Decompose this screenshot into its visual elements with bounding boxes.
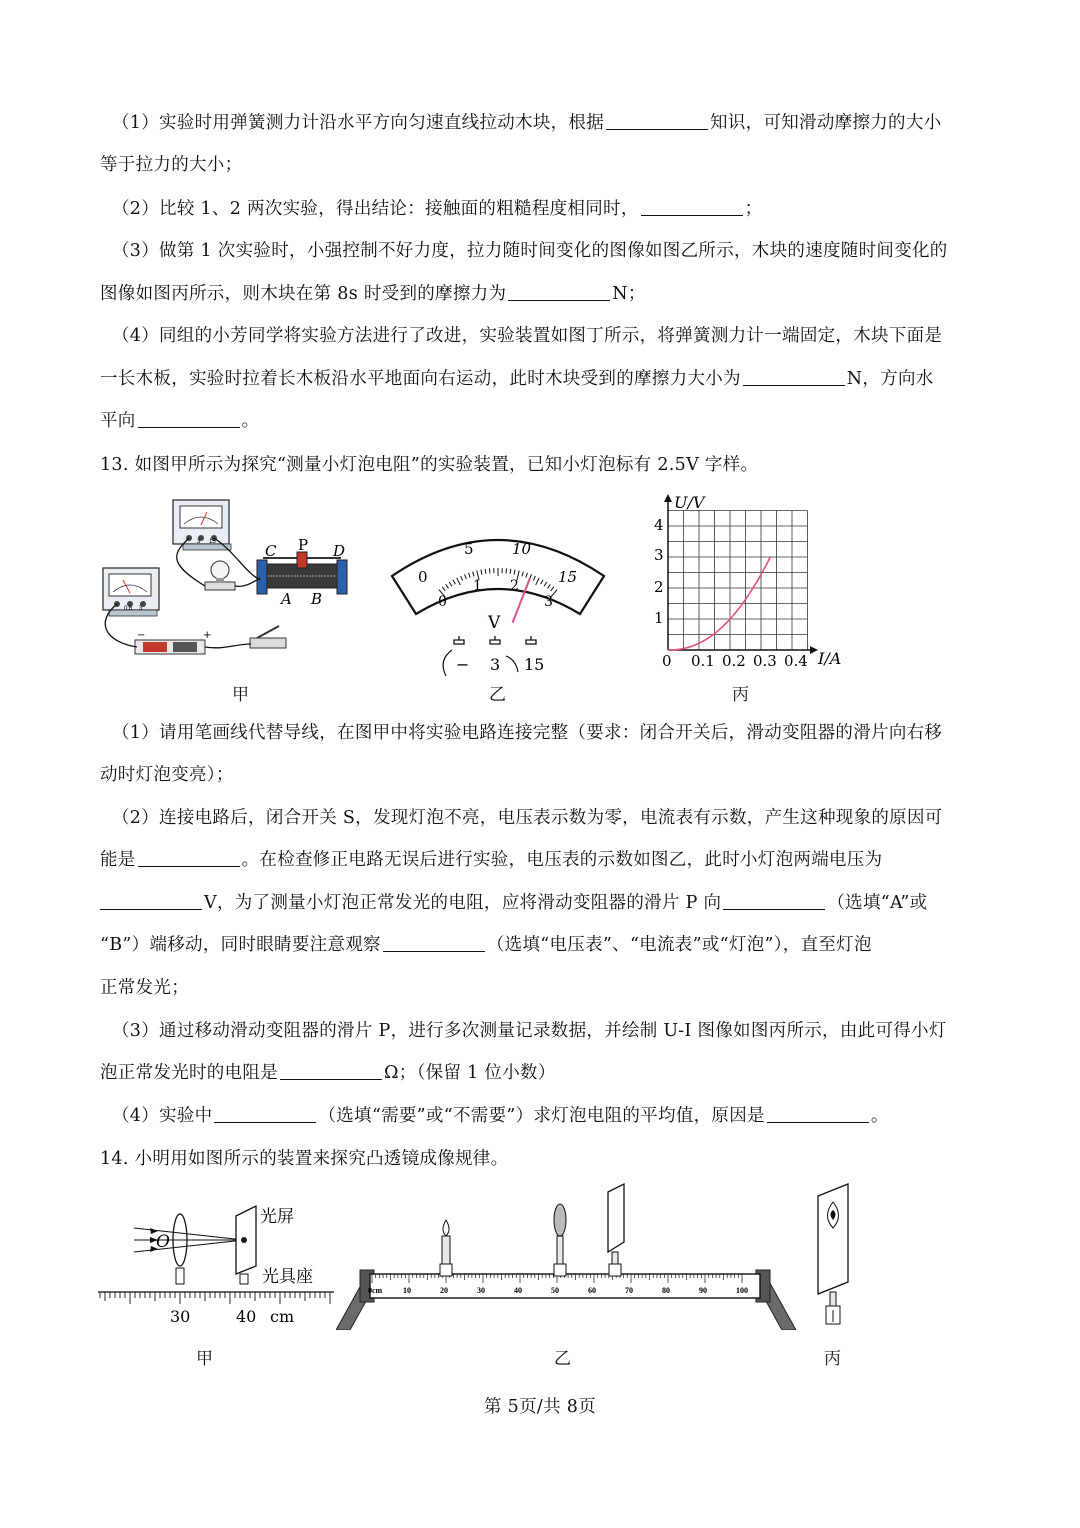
dial-inner-0: 0 (438, 594, 447, 610)
ytick-1: 1 (654, 609, 664, 627)
voltmeter-tick-3: 3 (197, 539, 201, 545)
answer-blank[interactable] (280, 1061, 382, 1080)
lens-icon (554, 1204, 566, 1276)
rheostat-label-B: B (311, 590, 323, 608)
q14-caption-jia: 甲 (196, 1349, 213, 1369)
bench2-label: 20 (440, 1286, 448, 1295)
q13-part4: （4）实验中 （选填“需要”或“不需要”）求灯泡电阻的平均值，原因是 。 (112, 1106, 889, 1126)
q13-part3-line1: （3）通过移动滑动变阻器的滑片 P，进行多次测量记录数据，并绘制 U-I 图像如图丙所示，由此可得小灯 (112, 1021, 947, 1041)
switch-icon (250, 626, 286, 648)
q12-part1-line2: 等于拉力的大小； (100, 155, 243, 175)
q13-stem: 13. 如图甲所示为探究“测量小灯泡电阻”的实验装置，已知小灯泡标有 2.5V 字样。 (100, 455, 759, 475)
answer-blank[interactable] (767, 1104, 869, 1123)
bench2-label: 80 (662, 1286, 670, 1295)
terminal-neg: − (456, 655, 470, 674)
q13-part1-line1: （1）请用笔画线代替导线，在图甲中将实验电路连接完整（要求：闭合开关后，滑动变阻器的滑片向右移 (112, 723, 943, 743)
answer-blank[interactable] (214, 1104, 316, 1123)
dial-tick (485, 569, 486, 574)
xtick-0.1: 0.1 (691, 652, 715, 670)
q14-figure-jia-lens (98, 1196, 338, 1336)
xtick-0.3: 0.3 (753, 652, 777, 670)
dial-outer-15: 15 (558, 568, 578, 586)
q13-part3-line2: 泡正常发光时的电阻是 Ω；（保留 1 位小数） (100, 1063, 556, 1083)
rheostat-label-P: P (298, 536, 309, 554)
q14-figure-yi-bench (336, 1180, 796, 1330)
terminal-3: 3 (490, 655, 501, 674)
dial-unit: V (488, 613, 501, 633)
q12-part2: （2）比较 1、2 两次实验，得出结论：接触面的粗糙程度相同时， ； (112, 199, 763, 219)
ammeter-tick-3: 3 (139, 606, 143, 612)
q13-part2-line5: 正常发光； (100, 978, 189, 998)
rheostat-label-D: D (333, 542, 346, 560)
q12-part1-line1: （1）实验时用弹簧测力计沿水平方向匀速直线拉动木块，根据 知识，可知滑动摩擦力的大小 (112, 113, 942, 133)
ammeter-tick-0.6: 0.6 (124, 606, 133, 612)
ylabel: U/V (674, 493, 705, 512)
bench2-label: 60 (588, 1286, 596, 1295)
q13-caption-yi: 乙 (489, 685, 506, 705)
q12-part3-line2: 图像如图丙所示，则木块在第 8s 时受到的摩擦力为 N； (100, 284, 646, 304)
dial-inner-1: 1 (473, 578, 482, 594)
rheostat-label-C: C (265, 542, 277, 560)
bench-tick-30: 30 (170, 1307, 191, 1326)
q12-part4-line1: （4）同组的小芳同学将实验方法进行了改进，实验装置如图丁所示，将弹簧测力计一端固定，木块下面是 (112, 326, 943, 346)
q13-figure-bing-ui-graph (642, 492, 852, 672)
bench-tick-40: 40 (236, 1307, 257, 1326)
q13-caption-bing: 丙 (732, 685, 749, 705)
answer-blank[interactable] (508, 282, 610, 301)
bench2-label: 10 (403, 1286, 411, 1295)
xtick-0.2: 0.2 (722, 652, 746, 670)
bench2-label: 30 (477, 1286, 485, 1295)
q12-part4-line3: 平向 。 (100, 411, 260, 431)
battery-icon (135, 630, 211, 654)
answer-blank[interactable] (743, 367, 845, 386)
q13-part2-line4: “B”）端移动，同时眼睛要注意观察 （选填“电压表”、“电流表”或“灯泡”），直至灯泡 (100, 935, 872, 955)
screen-label: 光屏 (260, 1207, 294, 1227)
ytick-4: 4 (654, 516, 664, 534)
answer-blank[interactable] (723, 891, 825, 910)
bench2-label: 50 (551, 1286, 559, 1295)
screen-icon (608, 1184, 624, 1276)
q13-part1-line2: 动时灯泡变亮）； (100, 765, 234, 785)
dial-outer-0: 0 (418, 568, 428, 586)
q13-figure-jia-circuit (95, 492, 365, 672)
answer-blank[interactable] (606, 111, 708, 130)
q13-part2-line1: （2）连接电路后，闭合开关 S，发现灯泡不亮，电压表示数为零，电流表有示数，产生这种现象的原因可 (112, 808, 943, 828)
bench2-label: 40 (514, 1286, 522, 1295)
bench2-label: 90 (699, 1286, 707, 1295)
svg-text:+: + (203, 630, 212, 641)
q13-part2-line2: 能是 。在检查修正电路无误后进行实验，电压表的示数如图乙，此时小灯泡两端电压为 (100, 850, 883, 870)
terminal-15: 15 (524, 655, 545, 674)
answer-blank[interactable] (641, 197, 743, 216)
screen-icon (818, 1184, 848, 1294)
q12-part4-line2: 一长木板，实验时拉着长木板沿水平地面向右运动，此时木块受到的摩擦力大小为 N，方向水 (100, 369, 934, 389)
bench-label: 光具座 (262, 1267, 313, 1287)
xlabel: I/A (818, 649, 842, 668)
voltmeter-tick-15: 15 (209, 539, 216, 545)
q13-part2-line3: V，为了测量小灯泡正常发光的电阻，应将滑动变阻器的滑片 P 向 （选填“A”或 (100, 890, 985, 916)
answer-blank[interactable] (138, 848, 240, 867)
answer-blank[interactable] (138, 409, 240, 428)
q13-caption-jia: 甲 (232, 685, 249, 705)
dial-inner-3: 3 (544, 594, 553, 610)
q14-caption-bing: 丙 (824, 1349, 841, 1369)
voltmeter-icon (173, 500, 231, 550)
answer-blank[interactable] (383, 933, 485, 952)
lens-label-O: O (156, 1232, 170, 1252)
ytick-3: 3 (654, 546, 664, 564)
dial-inner-2: 2 (510, 578, 519, 594)
q14-figure-bing-screen (808, 1182, 862, 1332)
ytick-2: 2 (654, 578, 664, 596)
q13-figure-yi-voltmeter (382, 510, 614, 678)
xtick-0: 0 (662, 652, 672, 670)
rheostat-icon (257, 536, 347, 608)
dial-tick (510, 569, 511, 574)
bench2-label: 70 (625, 1286, 633, 1295)
bench-unit: cm (270, 1307, 295, 1326)
bench2-label: 100 (736, 1286, 748, 1295)
dial-outer-5: 5 (464, 540, 474, 558)
q12-part3-line1: （3）做第 1 次实验时，小强控制不好力度，拉力随时间变化的图像如图乙所示，木块的速度随时间变化的 (112, 241, 948, 261)
bench2-label: 0cm (368, 1286, 383, 1295)
xtick-0.4: 0.4 (784, 652, 808, 670)
dial-outer-10: 10 (512, 540, 532, 558)
answer-blank[interactable] (100, 891, 202, 910)
q14-stem: 14. 小明用如图所示的装置来探究凸透镜成像规律。 (100, 1149, 509, 1169)
bulb-icon (205, 561, 235, 590)
candle-icon (440, 1220, 452, 1276)
page-footer: 第 5页/共 8页 (484, 1397, 596, 1417)
q14-caption-yi: 乙 (554, 1349, 571, 1369)
rheostat-label-A: A (281, 590, 292, 608)
svg-text:−: − (137, 630, 146, 641)
